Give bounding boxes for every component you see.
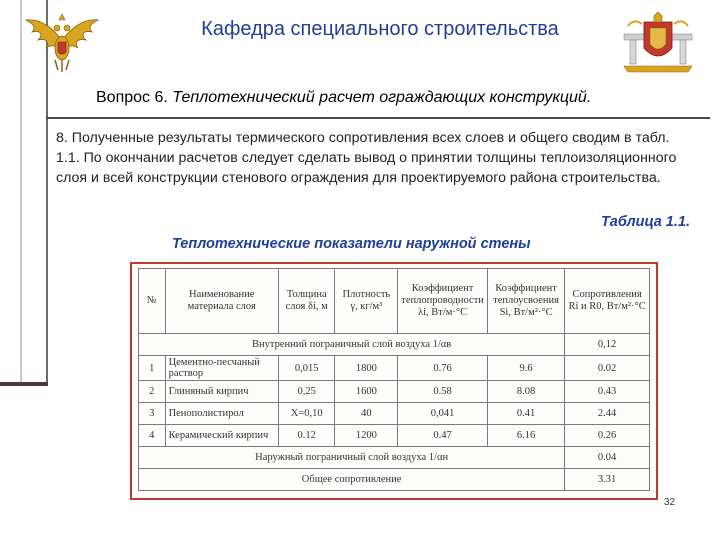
body-paragraph: 8. Полученные результаты термического сопротивления всех слоев и общего сводим в табл. 1.1. По окончании расчетов следует сделать вывод о принятии толщины теплоизоляционного слоя и всей конструкции стенового ограждения для проектируемого района строительства. <box>56 130 677 186</box>
row-lambda: 0,041 <box>398 403 488 425</box>
row-lambda: 0.76 <box>398 356 488 381</box>
header-cell: Наименование материала слоя <box>165 269 278 334</box>
row-lambda: 0.47 <box>398 425 488 447</box>
row-thickness: 0,015 <box>278 356 335 381</box>
inner-layer-label: Внутренний пограничный слой воздуха 1/αв <box>139 334 565 356</box>
row-density: 40 <box>335 403 398 425</box>
row-material: Керамический кирпич <box>165 425 278 447</box>
question-heading <box>96 89 696 107</box>
department-title: Кафедра специального строительства <box>201 18 559 40</box>
table-frame <box>130 262 658 500</box>
table-header-row <box>139 269 650 334</box>
table-row <box>139 381 650 403</box>
row-r: 2.44 <box>565 403 650 425</box>
total-value: 3.31 <box>565 469 650 491</box>
table-caption: Теплотехнические показатели наружной стены <box>172 236 531 252</box>
total-row <box>139 469 650 491</box>
row-lambda: 0.58 <box>398 381 488 403</box>
table-row <box>139 425 650 447</box>
row-material: Пенополистирол <box>165 403 278 425</box>
thermal-table <box>138 268 650 491</box>
outer-layer-row <box>139 447 650 469</box>
left-decor-bar-end <box>0 382 48 386</box>
inner-layer-value: 0,12 <box>565 334 650 356</box>
row-density: 1200 <box>335 425 398 447</box>
row-r: 0.43 <box>565 381 650 403</box>
header-cell: Коэффициент теплопроводности λi, Вт/м·°С <box>398 269 488 334</box>
header-cell: Толщина слоя δi, м <box>278 269 335 334</box>
question-title: Теплотехнический расчет ограждающих конструкций. <box>172 89 592 106</box>
row-material: Цементно-песчаный раствор <box>165 356 278 381</box>
table-row <box>139 356 650 381</box>
total-label: Общее сопротивление <box>139 469 565 491</box>
row-number: 2 <box>139 381 166 403</box>
row-number: 1 <box>139 356 166 381</box>
row-r: 0.26 <box>565 425 650 447</box>
header-cell: № <box>139 269 166 334</box>
inner-layer-row <box>139 334 650 356</box>
row-thickness: 0.12 <box>278 425 335 447</box>
row-thickness: 0,25 <box>278 381 335 403</box>
row-s: 0.41 <box>487 403 564 425</box>
header-cell: Коэффициент теплоусвоения Si, Вт/м²·°С <box>487 269 564 334</box>
row-number: 4 <box>139 425 166 447</box>
left-decor-line <box>20 0 22 384</box>
table-label: Таблица 1.1. <box>600 214 690 230</box>
row-thickness: X=0,10 <box>278 403 335 425</box>
row-material: Глиняный кирпич <box>165 381 278 403</box>
outer-layer-label: Наружный пограничный слой воздуха 1/αн <box>139 447 565 469</box>
header-cell: Сопротивления Ri и R0, Вт/м²·°С <box>565 269 650 334</box>
table-row <box>139 403 650 425</box>
row-r: 0.02 <box>565 356 650 381</box>
row-density: 1800 <box>335 356 398 381</box>
row-s: 6.16 <box>487 425 564 447</box>
header-cell: Плотность γ, кг/м³ <box>335 269 398 334</box>
outer-layer-value: 0.04 <box>565 447 650 469</box>
row-s: 8.08 <box>487 381 564 403</box>
row-number: 3 <box>139 403 166 425</box>
page-number: 32 <box>664 497 676 508</box>
row-density: 1600 <box>335 381 398 403</box>
horizontal-divider <box>46 117 710 119</box>
row-s: 9.6 <box>487 356 564 381</box>
eagle-emblem-icon <box>24 10 100 74</box>
question-prefix: Вопрос 6. <box>96 89 168 106</box>
